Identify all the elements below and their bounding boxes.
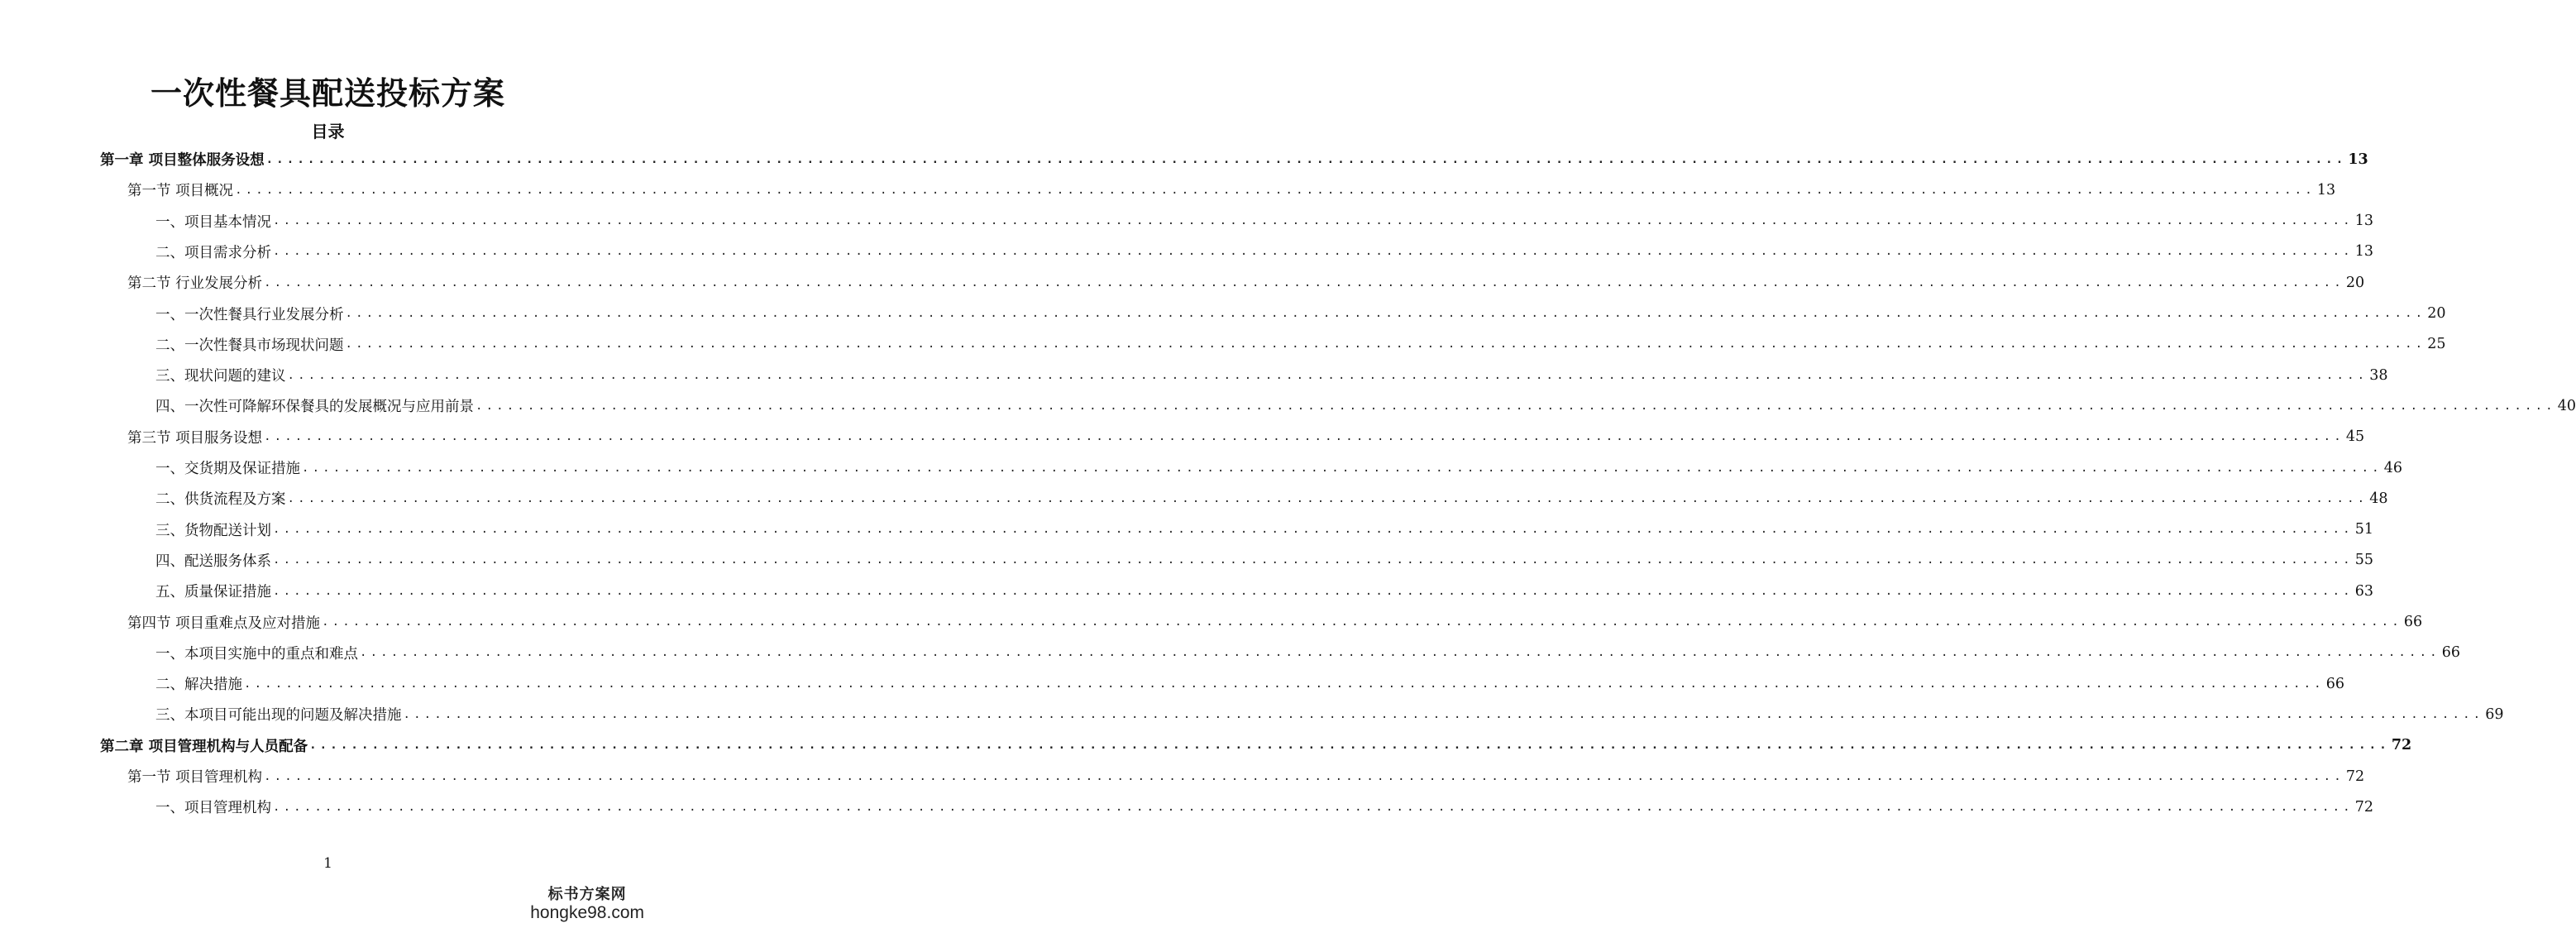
toc-entry[interactable]	[155, 360, 2388, 390]
watermark-url: hongke98.com	[530, 903, 644, 922]
toc-entry[interactable]	[155, 390, 2576, 421]
toc-entry[interactable]	[127, 267, 2365, 298]
toc-entry[interactable]	[155, 483, 2388, 514]
toc-entry-page: 13	[2354, 213, 2374, 230]
toc-entry-label: 五、质量保证措施	[155, 584, 271, 601]
toc-entry-label: 第三节 项目服务设想	[127, 429, 263, 447]
toc-entry-label: 第一章 项目整体服务设想	[100, 152, 265, 169]
toc-entry[interactable]	[127, 175, 2336, 205]
toc-leader-dots: ........................................................................................................................................................................................................	[302, 461, 2382, 475]
toc-entry-label: 一、本项目实施中的重点和难点	[155, 645, 358, 663]
toc-entry-label: 三、现状问题的建议	[155, 368, 286, 385]
toc-entry-page: 13	[2354, 243, 2374, 261]
toc-entry[interactable]	[155, 576, 2374, 606]
toc-entry-page: 40	[2557, 397, 2576, 414]
toc-entry-label: 二、一次性餐具市场现状问题	[155, 337, 344, 354]
toc-entry-page: 45	[2345, 428, 2365, 446]
toc-leader-dots: ........................................................................................................................................................................................................	[265, 152, 2347, 166]
toc-leader-dots: ........................................................................................................................................................................................................	[345, 337, 2426, 352]
toc-entry[interactable]	[127, 422, 2365, 452]
toc-entry-label: 二、解决措施	[155, 677, 242, 694]
toc-entry-page: 69	[2485, 706, 2504, 723]
watermark-name: 标书方案网	[547, 886, 627, 902]
document-title: 一次性餐具配送投标方案	[150, 74, 505, 112]
toc-leader-dots: ........................................................................................................................................................................................................	[264, 275, 2344, 289]
toc-leader-dots: ........................................................................................................................................................................................................	[403, 707, 2484, 721]
toc-entry[interactable]	[155, 638, 2461, 668]
toc-entry-label: 一、一次性餐具行业发展分析	[155, 306, 344, 323]
toc-entry[interactable]	[155, 545, 2374, 576]
toc-entry-page: 20	[2427, 305, 2446, 322]
toc-leader-dots: ........................................................................................................................................................................................................	[273, 214, 2354, 228]
toc-entry-page: 66	[2403, 614, 2423, 630]
toc-entry-label: 第四节 项目重难点及应对措施	[127, 615, 321, 632]
toc-entry-label: 一、项目管理机构	[155, 800, 271, 817]
page-number: 1	[323, 855, 332, 872]
toc-leader-dots: ........................................................................................................................................................................................................	[273, 584, 2354, 598]
toc-entry-page: 38	[2369, 366, 2388, 384]
toc-entry[interactable]	[127, 761, 2365, 792]
toc-leader-dots: ........................................................................................................................................................................................................	[273, 245, 2354, 259]
toc-entry-page: 55	[2354, 552, 2374, 569]
toc-entry[interactable]	[155, 792, 2374, 822]
toc-entry-label: 第二章 项目管理机构与人员配备	[100, 738, 308, 755]
toc-leader-dots: ........................................................................................................................................................................................................	[273, 523, 2354, 537]
toc-leader-dots: ........................................................................................................................................................................................................	[273, 553, 2354, 567]
toc-entry[interactable]	[127, 607, 2423, 638]
toc-entry-label: 二、供货流程及方案	[155, 491, 286, 509]
toc-entry[interactable]	[100, 730, 2412, 761]
toc-entry-page: 46	[2383, 459, 2403, 476]
toc-entry-page: 72	[2391, 737, 2412, 754]
toc-entry-page: 48	[2369, 490, 2388, 507]
toc-entry-page: 72	[2345, 768, 2365, 785]
toc-entry[interactable]	[155, 206, 2374, 237]
toc-entry-page: 72	[2354, 798, 2374, 816]
toc-entry[interactable]	[100, 144, 2368, 175]
toc-heading: 目录	[311, 122, 345, 141]
toc-entry[interactable]	[155, 514, 2374, 545]
toc-leader-dots: ........................................................................................................................................................................................................	[360, 646, 2440, 660]
toc-entry[interactable]	[155, 452, 2403, 483]
toc-leader-dots: ........................................................................................................................................................................................................	[287, 491, 2368, 505]
toc-entry-page: 63	[2354, 582, 2374, 600]
toc-entry-page: 25	[2427, 336, 2446, 353]
toc-entry-label: 一、项目基本情况	[155, 213, 271, 231]
toc-entry-label: 第一节 项目管理机构	[127, 769, 263, 786]
toc-entry-label: 四、配送服务体系	[155, 552, 271, 570]
toc-entry-label: 二、项目需求分析	[155, 244, 271, 261]
toc-entry-label: 三、本项目可能出现的问题及解决措施	[155, 707, 402, 725]
toc-leader-dots: ........................................................................................................................................................................................................	[235, 183, 2316, 197]
toc-entry[interactable]	[155, 299, 2446, 329]
toc-entry-page: 20	[2345, 274, 2365, 291]
toc-leader-dots: ........................................................................................................................................................................................................	[287, 368, 2368, 382]
toc-entry[interactable]	[155, 699, 2504, 729]
toc-entry-label: 第二节 行业发展分析	[127, 275, 263, 293]
toc-leader-dots: ........................................................................................................................................................................................................	[476, 399, 2556, 413]
toc-leader-dots: ........................................................................................................................................................................................................	[244, 677, 2325, 691]
toc-leader-dots: ........................................................................................................................................................................................................	[264, 769, 2344, 783]
toc-entry-page: 13	[2316, 181, 2336, 199]
toc-leader-dots: ........................................................................................................................................................................................................	[273, 800, 2354, 814]
toc-entry-label: 第一节 项目概况	[127, 183, 234, 200]
toc-entry-page: 51	[2354, 521, 2374, 538]
toc-entry[interactable]	[155, 237, 2374, 267]
toc-entry-page: 66	[2325, 675, 2345, 692]
toc-leader-dots: ........................................................................................................................................................................................................	[309, 739, 2390, 753]
toc-entry-label: 一、交货期及保证措施	[155, 461, 300, 477]
toc-leader-dots: ........................................................................................................................................................................................................	[264, 430, 2344, 444]
toc-leader-dots: ........................................................................................................................................................................................................	[345, 307, 2426, 320]
toc-leader-dots: ........................................................................................................................................................................................................	[322, 615, 2402, 629]
toc-entry[interactable]	[155, 329, 2446, 360]
toc-entry-label: 四、一次性可降解环保餐具的发展概况与应用前景	[155, 399, 474, 416]
toc-entry-label: 三、货物配送计划	[155, 522, 271, 539]
toc-entry-page: 66	[2441, 644, 2461, 662]
toc-entry-page: 13	[2348, 151, 2368, 168]
watermark	[530, 885, 644, 923]
toc-entry[interactable]	[155, 668, 2345, 699]
